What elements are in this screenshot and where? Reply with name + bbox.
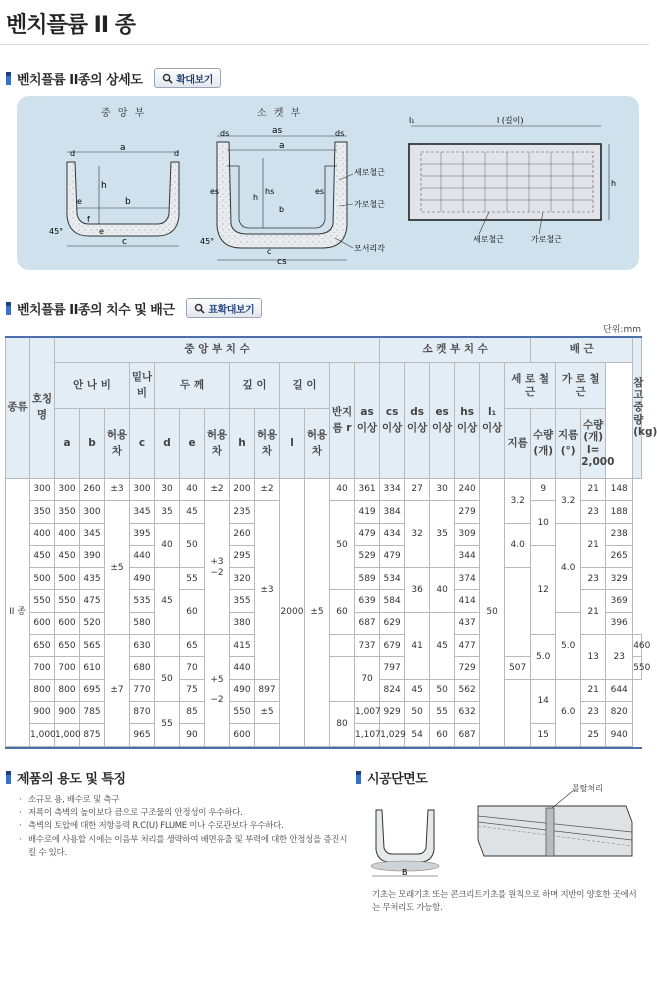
cell-es: 55: [430, 701, 455, 723]
cell-as: 361: [355, 479, 380, 501]
cell-ds: 27: [405, 479, 430, 501]
detail-diagrams: [17, 96, 639, 270]
th-d: d: [155, 409, 180, 479]
name-cell: 400: [30, 523, 55, 545]
cell-c: 300: [130, 479, 155, 501]
cell-e: 85: [180, 701, 205, 723]
cell-hs: 477: [455, 635, 480, 657]
cell-d: 50: [155, 657, 180, 702]
cell-es: 60: [430, 724, 455, 746]
cell-h: 295: [230, 545, 255, 567]
cell-cs: 929: [380, 701, 405, 723]
cell-tol-h: ±5: [255, 701, 280, 723]
cell-b: 390: [80, 545, 105, 567]
zoom-view-label: 확대보기: [176, 74, 213, 86]
cell-d: 40: [155, 523, 180, 568]
cell-cs: 434: [380, 523, 405, 545]
name-cell: 650: [30, 635, 55, 657]
th-tol-ab: 허용차: [105, 409, 130, 479]
cell-c: 345: [130, 501, 155, 523]
cell-es: 30: [430, 479, 455, 501]
cell-hdia: 6.0: [556, 679, 581, 746]
cell-weight: 238: [606, 523, 633, 545]
spec-table-body: [6, 479, 651, 747]
cell-cs: 1,029: [380, 724, 405, 746]
cell-h: 550: [230, 701, 255, 723]
label-horizontal-rebar: 가로철근: [354, 200, 385, 209]
label-vertical-rebar: 세로철근: [354, 168, 385, 177]
name-cell: 800: [30, 679, 55, 701]
label-e: e: [77, 197, 82, 206]
table-zoom-label: 표확대보기: [208, 304, 255, 316]
features-heading: [6, 768, 126, 787]
th-vertical-rebar: 세 로 철 근: [505, 363, 556, 409]
cell-l: 2000: [280, 479, 305, 747]
label-angle-center: 45°: [49, 227, 64, 236]
cell-weight: 188: [606, 501, 633, 523]
cell-cs: 679: [380, 635, 405, 657]
cell-hqty: 23: [581, 568, 606, 590]
cell-a: 1,000: [55, 724, 80, 746]
cell-a: 600: [55, 612, 80, 634]
label-c: c: [122, 237, 127, 247]
socket-section-outer: [217, 142, 347, 248]
th-l: l: [280, 409, 305, 479]
cell-tol-de: ±2: [205, 479, 230, 501]
cell-a: 900: [55, 701, 80, 723]
cell-weight: 460: [633, 635, 642, 657]
name-cell: 700: [30, 657, 55, 679]
cell-hqty: 23: [606, 635, 633, 680]
cell-b: 785: [80, 701, 105, 723]
cell-vdia: 3.2: [505, 479, 531, 524]
cell-hs: 414: [455, 590, 480, 612]
cell-hqty: 21: [581, 590, 606, 635]
unit-label: 단위:mm: [603, 325, 641, 335]
label-plan-vertical-rebar: 세로철근: [473, 235, 504, 244]
flume-section-shape: [376, 810, 434, 862]
cell-a: 350: [55, 501, 80, 523]
cell-e: 40: [180, 479, 205, 501]
th-as: as 이상: [355, 363, 380, 479]
cell-b: 475: [80, 590, 105, 612]
cell-e: 55: [180, 568, 205, 590]
cell-vdia: 5.0: [531, 635, 556, 680]
leader-mortar: [552, 790, 574, 808]
th-es: es 이상: [430, 363, 455, 479]
cell-hs: 344: [455, 545, 480, 567]
cell-hs: 437: [455, 612, 480, 634]
cell-a: 450: [55, 545, 80, 567]
section-bullet-icon: [6, 771, 11, 784]
th-tol-l: 허용차: [305, 409, 330, 479]
cell-d-empty: [155, 635, 180, 657]
label-a-socket: a: [279, 141, 285, 151]
cell-hs: 687: [455, 724, 480, 746]
cell-r: 60: [330, 590, 355, 635]
cell-e: 65: [180, 635, 205, 657]
cell-h: 355: [230, 590, 255, 612]
cell-vqty: 13: [581, 635, 606, 680]
cell-hs: 309: [455, 523, 480, 545]
cell-hqty: 23: [581, 501, 606, 523]
construction-title: 시공단면도: [367, 772, 428, 787]
label-h-socket: h: [253, 193, 259, 202]
cell-ds: 41: [405, 612, 430, 679]
cell-tol-h: ±3: [255, 501, 280, 679]
th-c: c: [130, 409, 155, 479]
cell-hs: 507: [505, 657, 531, 679]
cell-h: 415: [230, 635, 255, 657]
th-rebar: 배 근: [531, 337, 633, 363]
spec-table: [5, 336, 657, 747]
cell-as: 1,107: [355, 724, 380, 746]
cell-vdia: 4.0: [505, 523, 531, 568]
cell-a: 300: [55, 479, 80, 501]
cell-a: 400: [55, 523, 80, 545]
cell-as: 589: [355, 568, 380, 590]
cell-ds: 32: [405, 501, 430, 568]
construction-note: 기초는 모래기초 또는 콘크리트기초를 원칙으로 하며 지반이 양호한 곳에서는 무처리도 가능함.: [372, 890, 637, 914]
cell-c: 580: [130, 612, 155, 634]
kind-cell: II 종: [6, 479, 30, 747]
cell-tol-h-empty: [255, 724, 280, 746]
cell-weight: 550: [633, 657, 642, 679]
cell-hqty: 25: [581, 724, 606, 746]
cell-h: 200: [230, 479, 255, 501]
cell-weight: 940: [606, 724, 633, 746]
plan-view-outline: [409, 144, 601, 220]
th-vdia: 지름: [505, 409, 531, 479]
cell-weight: 369: [606, 590, 633, 612]
name-cell: 600: [30, 612, 55, 634]
label-angle-socket: 45°: [200, 237, 215, 246]
cell-c: 490: [130, 568, 155, 590]
cell-c: 535: [130, 590, 155, 612]
cell-b: 520: [80, 612, 105, 634]
label-d-left: d: [70, 149, 76, 158]
cell-c: 870: [130, 701, 155, 723]
th-tol-h: 허용차: [255, 409, 280, 479]
cell-c: 395: [130, 523, 155, 545]
magnifier-icon: [194, 303, 205, 314]
cell-ds: 50: [405, 701, 430, 723]
label-c-socket: c: [267, 247, 272, 256]
cell-e: 70: [180, 657, 205, 679]
label-cs: cs: [277, 257, 287, 267]
table-section-heading: [6, 298, 262, 318]
th-ds: ds 이상: [405, 363, 430, 479]
cell-cs: 384: [380, 501, 405, 523]
cell-vqty: 15: [531, 724, 556, 746]
cell-vqty: 12: [531, 545, 556, 634]
cell-as: 639: [355, 590, 380, 612]
cell-c: 770: [130, 679, 155, 701]
magnifier-icon: [162, 73, 173, 84]
label-plan-horizontal-rebar: 가로철근: [531, 235, 562, 244]
label-h: h: [101, 181, 107, 191]
cell-weight: 329: [606, 568, 633, 590]
th-cs: cs 이상: [380, 363, 405, 479]
cell-tol-de: +3 −2: [205, 501, 230, 635]
th-horizontal-rebar: 가 로 철 근: [556, 363, 606, 409]
cell-hqty: 23: [581, 701, 606, 723]
cell-weight: 265: [606, 545, 633, 567]
cell-as: 797: [380, 657, 405, 679]
table-zoom-button[interactable]: [186, 298, 262, 318]
cell-a: 700: [55, 657, 80, 679]
cell-vqty: 14: [531, 679, 556, 724]
th-socket-dims: 소 켓 부 치 수: [380, 337, 531, 363]
cell-e: 60: [180, 590, 205, 635]
cell-r: 40: [330, 479, 355, 501]
th-center-dims: 중 앙 부 치 수: [55, 337, 380, 363]
th-depth: 깊 이: [230, 363, 280, 409]
cell-tol-h-empty: [330, 657, 355, 702]
cell-tol-l: ±5: [305, 479, 330, 747]
cell-weight: 148: [606, 479, 633, 501]
cell-ds: 54: [405, 724, 430, 746]
label-l1: l₁: [409, 116, 415, 125]
list-item: · 저폭이 측벽의 높이보다 큼으로 구조물의 안정성이 우수하다.: [18, 807, 348, 820]
title-divider: [0, 44, 649, 45]
cell-r-empty: [330, 635, 355, 657]
socket-section-title: 소 켓 부: [257, 108, 303, 119]
cell-d: 45: [155, 568, 180, 635]
center-section-shape: [67, 162, 179, 236]
cell-a: 550: [55, 590, 80, 612]
cell-ds: 45: [405, 679, 430, 701]
cell-as: 1,007: [355, 701, 380, 723]
cell-cs: 479: [380, 545, 405, 567]
label-h-plan: h: [611, 179, 617, 188]
th-l1: l₁ 이상: [480, 363, 505, 479]
cell-cs: 629: [380, 612, 405, 634]
cell-tol-h: ±2: [255, 479, 280, 501]
th-vqty: 수량(개): [531, 409, 556, 479]
cell-hdia: 4.0: [556, 523, 581, 612]
th-radius: 반지름 r: [330, 363, 355, 479]
th-inner-width: 안 나 비: [55, 363, 130, 409]
cell-hdia: 5.0: [556, 612, 581, 679]
cell-as: 687: [355, 612, 380, 634]
table-bottom-rule: [5, 747, 642, 749]
cell-tol-ab: ±5: [105, 501, 130, 635]
label-chamfer: 모서리각: [354, 244, 385, 253]
cell-b: 695: [80, 679, 105, 701]
cell-h: 440: [230, 657, 255, 679]
label-e-bottom: e: [99, 227, 104, 236]
cell-a: 650: [55, 635, 80, 657]
th-hdia: 지름(°): [556, 409, 581, 479]
th-tol-de: 허용차: [205, 409, 230, 479]
cell-e: 50: [180, 523, 205, 568]
zoom-view-button[interactable]: [154, 68, 221, 88]
cell-hs: 374: [455, 568, 480, 590]
construction-drawing: [358, 782, 638, 882]
table-row: [6, 479, 642, 501]
cell-hs: 279: [455, 501, 480, 523]
cell-es: 40: [430, 568, 455, 613]
cell-cs: 584: [380, 590, 405, 612]
cell-es: 45: [430, 612, 455, 679]
cell-vqty: 10: [531, 501, 556, 546]
cell-tol-ab: ±3: [105, 479, 130, 501]
cell-e: 75: [180, 679, 205, 701]
cell-b: 875: [80, 724, 105, 746]
table-section-title: 벤치플륨 II종의 치수 및 배근: [17, 302, 175, 318]
label-a: a: [120, 143, 126, 153]
cell-b: 260: [80, 479, 105, 501]
features-list: [18, 794, 348, 860]
cell-h: 235: [230, 501, 255, 523]
center-section-title: 중 앙 부: [101, 108, 147, 119]
cell-h: 380: [230, 612, 255, 634]
cell-as: 479: [355, 523, 380, 545]
label-length: l (길이): [497, 116, 524, 125]
th-h: h: [230, 409, 255, 479]
th-b: b: [80, 409, 105, 479]
cell-b: 435: [80, 568, 105, 590]
cell-c: 680: [130, 657, 155, 679]
cell-ds: 36: [405, 568, 430, 613]
cell-e: 90: [180, 724, 205, 746]
label-b-socket: b: [279, 205, 285, 214]
page-title: 벤치플륨 II 종: [6, 13, 135, 38]
cell-as: 529: [355, 545, 380, 567]
list-item: · 배수로에 사용할 시에는 이음부 처리를 생략하여 배면유출 및 부력에 대한 안정성을 증진시킬 수 있다.: [18, 834, 348, 860]
cell-r: 70: [355, 657, 380, 702]
cell-c: 630: [130, 635, 155, 657]
cell-d: 55: [155, 701, 180, 746]
th-length: 길 이: [280, 363, 330, 409]
th-kind: 종류: [6, 337, 30, 479]
section-bullet-icon: [6, 72, 11, 85]
label-b: b: [125, 197, 131, 207]
label-f: f: [87, 215, 90, 224]
cell-hs: 562: [455, 679, 480, 701]
cell-h: 260: [230, 523, 255, 545]
section-bullet-icon: [6, 302, 11, 315]
list-item: · 소규모 용, 배수로 및 측구: [18, 794, 348, 807]
cell-a: 500: [55, 568, 80, 590]
cell-h: 600: [230, 724, 255, 746]
th-hs: hs 이상: [455, 363, 480, 479]
cell-vdia-empty: [505, 568, 531, 657]
th-thickness: 두 께: [155, 363, 230, 409]
cell-r: 50: [330, 501, 355, 590]
table-top-rule: [5, 336, 642, 338]
socket-section-inner: [227, 166, 337, 228]
cell-cs: 824: [380, 679, 405, 701]
detail-section-title: 벤치플륨 II종의 상세도: [17, 72, 143, 88]
cell-c: 965: [130, 724, 155, 746]
cell-hqty: 21: [581, 479, 606, 501]
th-hqty: 수량(개) l= 2,000: [581, 409, 606, 479]
cell-weight: 396: [606, 612, 633, 634]
list-item: · 측벽의 토압에 대한 저항응력 R.C(U) FLUME 이나 수로관보다 우수하다.: [18, 820, 348, 833]
cell-e: 45: [180, 501, 205, 523]
label-es-right: es: [315, 187, 325, 196]
label-hs: hs: [265, 187, 275, 196]
cell-l1: 50: [480, 479, 505, 747]
cell-as: 897: [255, 679, 280, 701]
cell-c: 440: [130, 545, 155, 567]
cell-es: 50: [430, 679, 455, 701]
cell-b: 610: [80, 657, 105, 679]
cell-r: 80: [330, 701, 355, 746]
cell-tol-de: +5 −2: [205, 635, 230, 746]
cell-hdia: 3.2: [556, 479, 581, 524]
cell-weight: 820: [606, 701, 633, 723]
cell-b: 300: [80, 501, 105, 523]
cell-cs: 729: [455, 657, 480, 679]
cell-weight: 644: [606, 679, 633, 701]
cell-hs: 240: [455, 479, 480, 501]
cell-es: 35: [430, 501, 455, 568]
cell-cs: 334: [380, 479, 405, 501]
name-cell: 900: [30, 701, 55, 723]
th-a: a: [55, 409, 80, 479]
name-cell: 500: [30, 568, 55, 590]
th-e: e: [180, 409, 205, 479]
name-cell: 350: [30, 501, 55, 523]
cell-as: 419: [355, 501, 380, 523]
cell-hqty: 21: [581, 679, 606, 701]
th-bottom-width: 밑나비: [130, 363, 155, 409]
cell-h: 320: [230, 568, 255, 590]
cell-as: 737: [355, 635, 380, 657]
th-weight: 참고중량(kg): [633, 337, 642, 479]
detail-section-heading: [6, 68, 221, 88]
label-es-left: es: [210, 187, 220, 196]
th-name: 호칭명: [30, 337, 55, 479]
label-mortar: 몰탈처리: [572, 784, 603, 793]
cell-d: 35: [155, 501, 180, 523]
label-ds-right: ds: [335, 129, 345, 138]
cell-h: 490: [230, 679, 255, 701]
label-ds-left: ds: [220, 129, 230, 138]
label-b-construction: B: [402, 868, 408, 877]
cell-tol-ab: ±7: [105, 635, 130, 746]
cell-cs: 534: [380, 568, 405, 590]
cell-hqty: 21: [581, 523, 606, 568]
cell-b: 345: [80, 523, 105, 545]
detail-diagram-panel: [17, 96, 639, 270]
label-as: as: [272, 126, 283, 136]
mortar-joint: [546, 808, 554, 856]
cell-d: 30: [155, 479, 180, 501]
name-cell: 300: [30, 479, 55, 501]
name-cell: 1,000: [30, 724, 55, 746]
name-cell: 550: [30, 590, 55, 612]
cell-b: 565: [80, 635, 105, 657]
label-d-right: d: [174, 149, 180, 158]
cell-vqty: 9: [531, 479, 556, 501]
name-cell: 450: [30, 545, 55, 567]
cell-hs: 632: [455, 701, 480, 723]
cell-a: 800: [55, 679, 80, 701]
features-title: 제품의 용도 및 특징: [17, 772, 126, 787]
cell-vdia-empty: [505, 679, 531, 746]
